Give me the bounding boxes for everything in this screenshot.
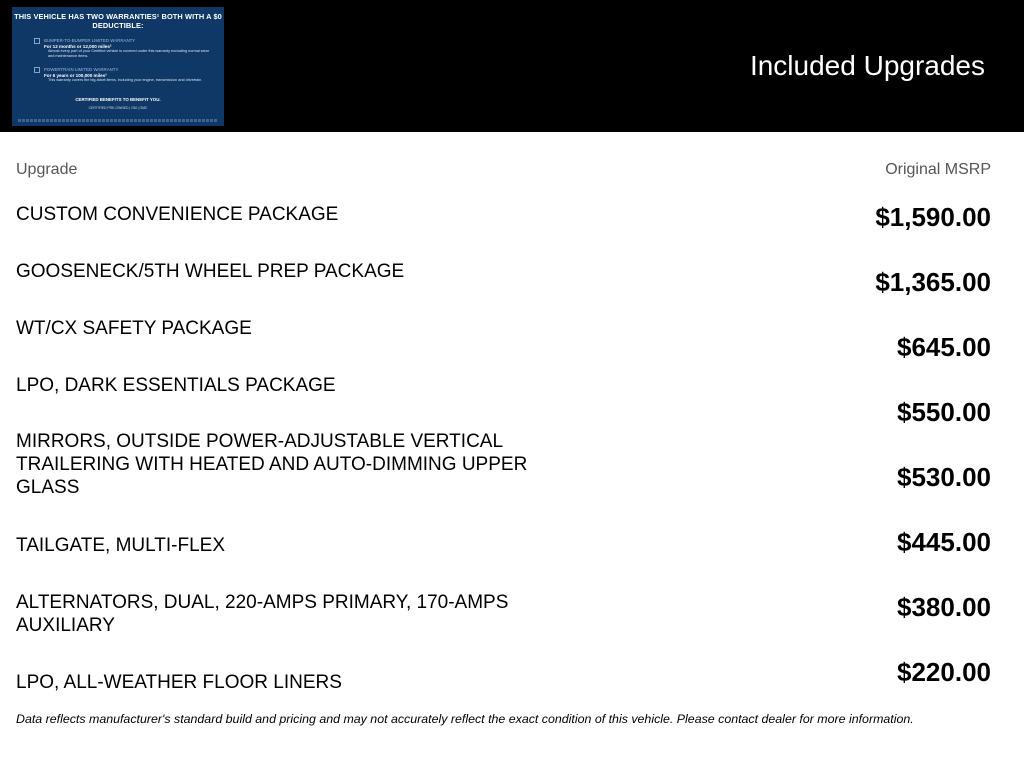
upgrade-name: ALTERNATORS, DUAL, 220-AMPS PRIMARY, 170-AMPS AUXILIARY (16, 592, 509, 636)
warranty-promo-image (12, 7, 224, 126)
upgrade-price: $380.00 (897, 592, 991, 622)
promo-item (44, 67, 216, 83)
promo-item-title: BUMPER-TO-BUMPER LIMITED WARRANTY (44, 38, 136, 43)
upgrade-name: WT/CX SAFETY PACKAGE (16, 318, 252, 339)
promo-item-body: This warranty covers the big-ticket items, including your engine, transmission and drivetrain. (48, 78, 203, 83)
promo-fine-print (18, 119, 218, 122)
upgrade-price: $1,590.00 (875, 202, 991, 232)
upgrade-price: $645.00 (897, 332, 991, 362)
upgrade-price: $530.00 (897, 462, 991, 492)
promo-item (44, 38, 216, 58)
checkbox-icon (34, 67, 40, 73)
upgrade-price: $1,365.00 (875, 267, 991, 297)
promo-item-subtitle: For 6 years or 100,000 miles² (44, 72, 107, 78)
upgrade-price: $220.00 (897, 657, 991, 687)
upgrade-name: LPO, ALL-WEATHER FLOOR LINERS (16, 672, 342, 693)
promo-tagline: CERTIFIED BENEFITS TO BENEFIT YOU. (75, 97, 161, 102)
promo-item-body: Almost every part of your Certified vehicle is covered under this warranty excluding normal wear and maintenance items. (48, 49, 210, 58)
column-header-msrp: Original MSRP (885, 161, 991, 178)
disclaimer: Data reflects manufacturer's standard build and pricing and may not accurately reflect the exact condition of this vehicle. Please contact dealer for more information. (16, 712, 914, 726)
promo-logos: CERTIFIED PRE-OWNED | GM | GMC (88, 106, 148, 110)
checkbox-icon (34, 38, 40, 44)
upgrade-price: $445.00 (897, 527, 991, 557)
header-bar (0, 0, 1024, 132)
upgrade-name: CUSTOM CONVENIENCE PACKAGE (16, 204, 339, 225)
upgrade-name: LPO, DARK ESSENTIALS PACKAGE (16, 375, 336, 396)
page-title: Included Upgrades (749, 50, 985, 81)
column-header-upgrade: Upgrade (16, 161, 78, 178)
promo-item-subtitle: For 12 months or 12,000 miles² (44, 43, 112, 49)
upgrade-name: TAILGATE, MULTI-FLEX (16, 535, 226, 556)
promo-item-title: POWERTRAIN LIMITED WARRANTY (44, 67, 119, 72)
upgrade-price: $550.00 (897, 397, 991, 427)
promo-headline: THIS VEHICLE HAS TWO WARRANTIES¹ BOTH WITH A $0 DEDUCTIBLE: (14, 12, 222, 30)
upgrade-name: GOOSENECK/5TH WHEEL PREP PACKAGE (16, 261, 405, 282)
upgrade-name: MIRRORS, OUTSIDE POWER-ADJUSTABLE VERTICAL TRAILERING WITH HEATED AND AUTO-DIMMING UPPER GLASS (16, 431, 528, 498)
